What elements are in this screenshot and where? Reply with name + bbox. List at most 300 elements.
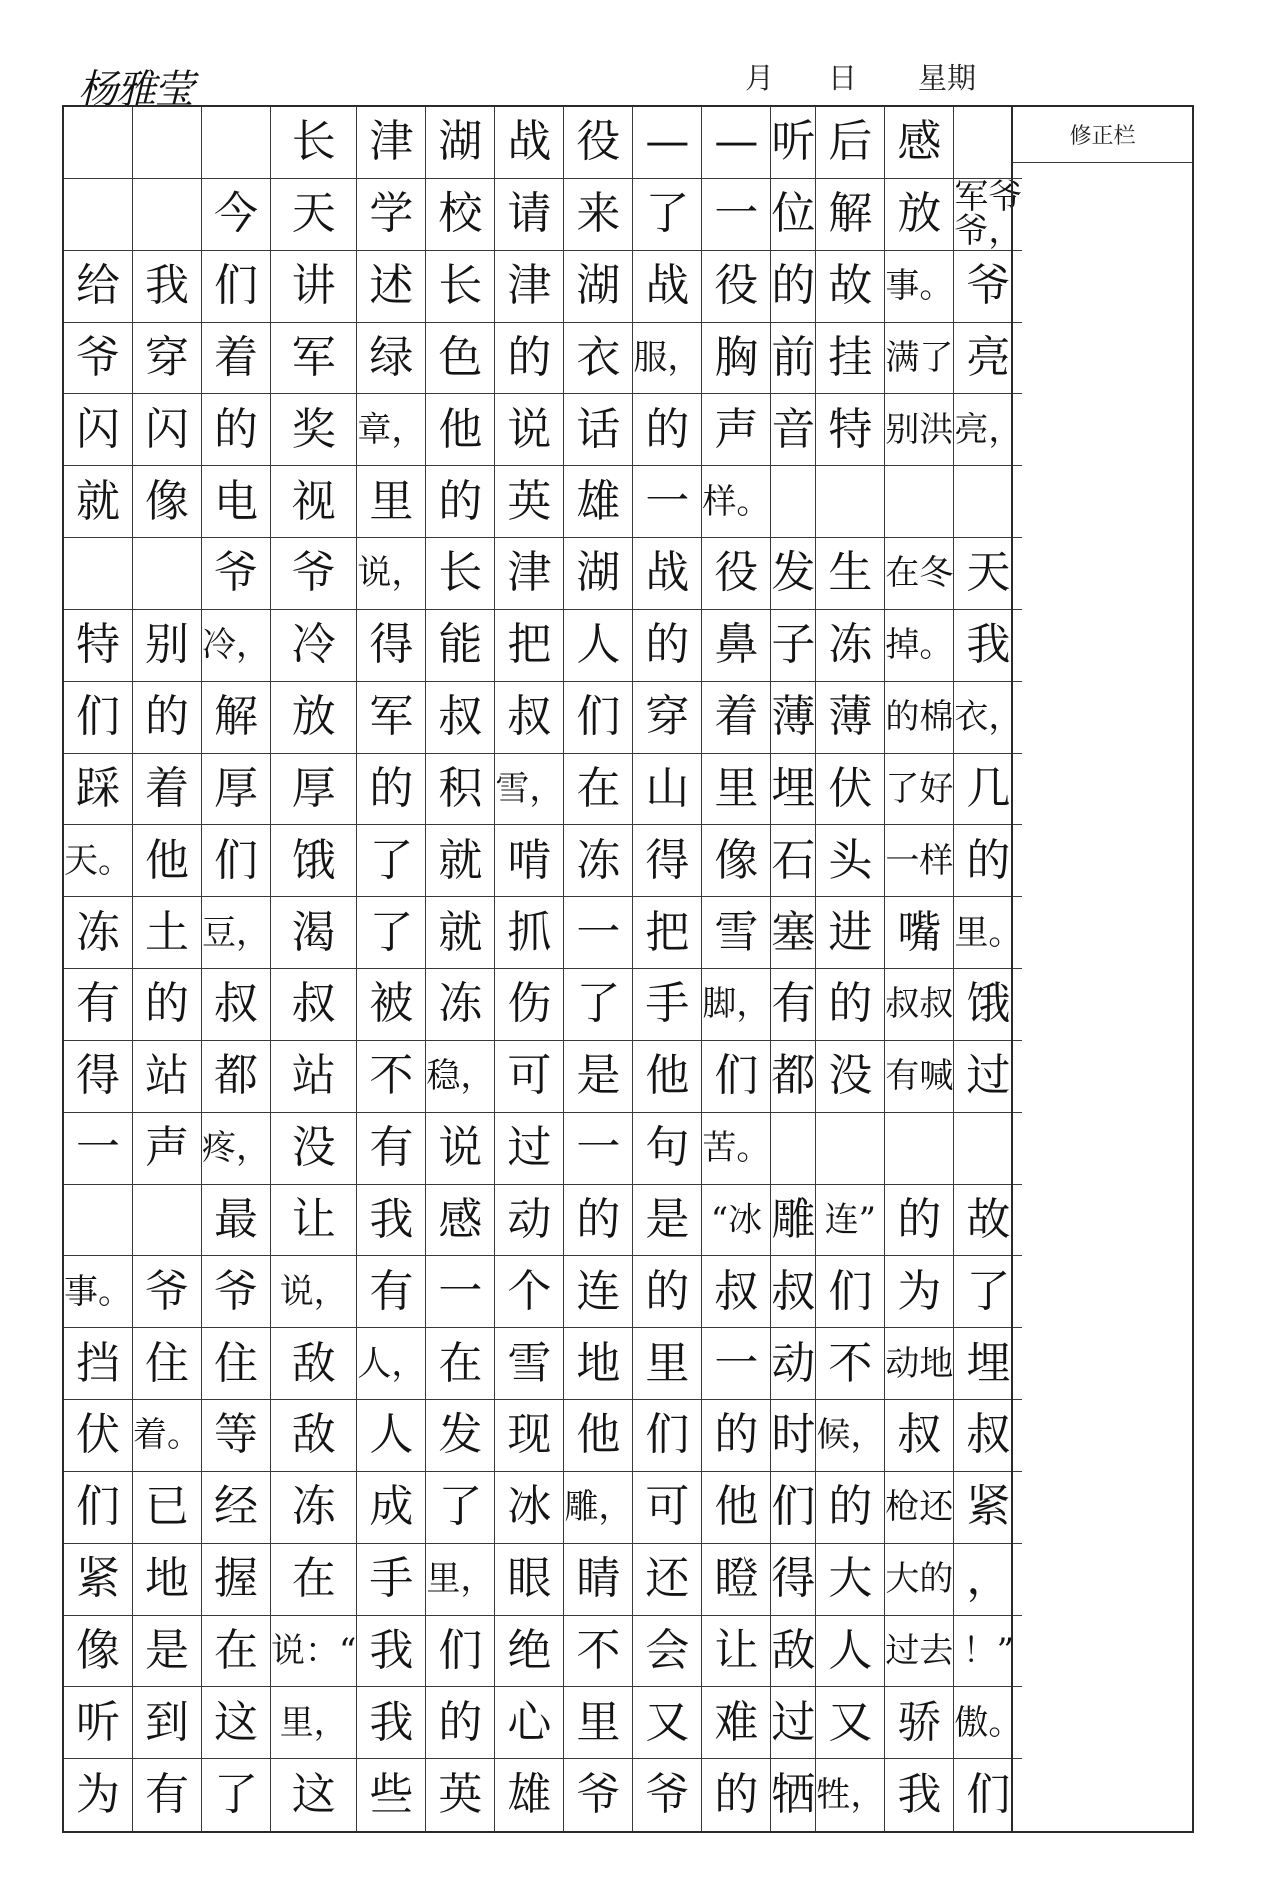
grid-cell: 站	[271, 1041, 357, 1113]
grid-cell: 叔	[771, 1256, 816, 1328]
grid-cell: 掉。	[885, 610, 954, 682]
grid-cell: 握	[202, 1544, 271, 1616]
grid-cell: 爷	[202, 538, 271, 610]
grid-cell: 们	[816, 1256, 885, 1328]
grid-cell: 说	[426, 1113, 495, 1185]
grid-cell: 的	[702, 1759, 771, 1831]
grid-cell: 土	[133, 897, 202, 969]
grid-cell: 过去	[885, 1616, 954, 1688]
grid-cell: 冻	[64, 897, 133, 969]
grid-cell: 穿	[633, 682, 702, 754]
grid-cell: 过	[954, 1041, 1022, 1113]
grid-cell: 在	[271, 1544, 357, 1616]
grid-cell: 放	[885, 179, 954, 251]
grid-cell: 牲，	[816, 1759, 885, 1831]
grid-cell: 的	[426, 466, 495, 538]
grid-cell: 脚，	[702, 969, 771, 1041]
grid-cell: 讲	[271, 251, 357, 323]
grid-cell: 里	[564, 1687, 633, 1759]
grid-cell: 可	[633, 1472, 702, 1544]
grid-cell: 到	[133, 1687, 202, 1759]
grid-cell: 为	[885, 1256, 954, 1328]
grid-cell: 军	[357, 682, 426, 754]
grid-cell: 没	[816, 1041, 885, 1113]
grid-cell: 里	[633, 1328, 702, 1400]
grid-cell: 叔	[954, 1400, 1022, 1472]
grid-cell: 了	[357, 897, 426, 969]
grid-cell: 长	[426, 538, 495, 610]
grid-cell: 可	[495, 1041, 564, 1113]
weekday-label: 星期	[918, 61, 977, 95]
grid-cell: 踩	[64, 754, 133, 826]
grid-cell: 战	[633, 251, 702, 323]
grid-cell: 有喊	[885, 1041, 954, 1113]
grid-cell: 站	[133, 1041, 202, 1113]
grid-cell: 们	[702, 1041, 771, 1113]
grid-cell: 了	[954, 1256, 1022, 1328]
grid-cell: 叔	[702, 1256, 771, 1328]
grid-cell: 湖	[564, 538, 633, 610]
grid-cell	[771, 466, 816, 538]
grid-cell: 稳，	[426, 1041, 495, 1113]
grid-cell	[133, 179, 202, 251]
writing-grid	[62, 105, 1023, 1833]
grid-cell: 积	[426, 754, 495, 826]
grid-cell: 已	[133, 1472, 202, 1544]
grid-cell: 的	[954, 825, 1022, 897]
grid-cell: 的	[633, 1256, 702, 1328]
grid-cell: 着	[202, 323, 271, 395]
grid-cell: 手	[633, 969, 702, 1041]
grid-cell: 校	[426, 179, 495, 251]
grid-cell: 现	[495, 1400, 564, 1472]
grid-cell: 里	[357, 466, 426, 538]
grid-cell: 叔	[426, 682, 495, 754]
grid-cell: 被	[357, 969, 426, 1041]
grid-cell: 们	[966, 1769, 1011, 1821]
grid-cell: 个	[495, 1256, 564, 1328]
grid-cell: 大	[816, 1544, 885, 1616]
grid-cell: 冻	[271, 1472, 357, 1544]
grid-cell: 了	[357, 825, 426, 897]
grid-cell	[885, 1113, 954, 1185]
grid-cell: 冻	[564, 825, 633, 897]
grid-cell: —	[633, 107, 702, 179]
grid-cell: 解	[202, 682, 271, 754]
grid-cell: 动	[771, 1328, 816, 1400]
grid-cell: 疼，	[202, 1113, 271, 1185]
grid-cell: 长	[271, 107, 357, 179]
grid-cell: 绝	[495, 1616, 564, 1688]
grid-cell: 有	[771, 969, 816, 1041]
grid-cell: 故	[816, 251, 885, 323]
grid-cell: 话	[564, 394, 633, 466]
composition-paper	[62, 105, 1194, 1833]
grid-cell: 的	[202, 394, 271, 466]
grid-cell: 等	[202, 1400, 271, 1472]
grid-cell: 埋	[954, 1328, 1022, 1400]
grid-cell: 穿	[133, 323, 202, 395]
grid-cell: 有	[133, 1759, 202, 1831]
grid-cell: 眼	[495, 1544, 564, 1616]
grid-cell: 骄	[885, 1687, 954, 1759]
grid-cell: 爷	[64, 323, 133, 395]
grid-cell: 石	[771, 825, 816, 897]
grid-cell: 津	[357, 107, 426, 179]
grid-cell: 地	[133, 1544, 202, 1616]
grid-cell: 动地	[885, 1328, 954, 1400]
grid-cell: 他	[426, 394, 495, 466]
grid-cell: 爷	[271, 538, 357, 610]
grid-cell: 把	[495, 610, 564, 682]
grid-cell: 感	[885, 107, 954, 179]
grid-cell: 伏	[64, 1400, 133, 1472]
grid-cell: 敌	[271, 1400, 357, 1472]
grid-cell: 说：“	[271, 1616, 357, 1688]
grid-cell: 给	[64, 251, 133, 323]
grid-cell: 有	[357, 1256, 426, 1328]
grid-cell: 就	[426, 897, 495, 969]
grid-cell: 让	[271, 1185, 357, 1257]
grid-cell: 苦。	[702, 1113, 771, 1185]
grid-cell: 冻	[426, 969, 495, 1041]
grid-cell: 爷	[633, 1759, 702, 1831]
grid-cell: 别洪	[885, 394, 954, 466]
grid-cell: 们	[771, 1472, 816, 1544]
grid-cell: 们	[633, 1400, 702, 1472]
grid-cell: 满了	[885, 323, 954, 395]
grid-cell: 为	[64, 1759, 133, 1831]
grid-cell: 在	[202, 1616, 271, 1688]
grid-cell	[64, 1185, 133, 1257]
grid-cell	[816, 466, 885, 538]
grid-cell: 叔	[202, 969, 271, 1041]
grid-cell: 闪	[133, 394, 202, 466]
grid-cell: 最	[202, 1185, 271, 1257]
grid-cell: 的	[133, 682, 202, 754]
grid-cell: 让	[702, 1616, 771, 1688]
grid-cell: 胸	[702, 323, 771, 395]
grid-cell: 牺	[771, 1759, 816, 1831]
grid-cell: 敌	[271, 1328, 357, 1400]
grid-cell: 连	[564, 1256, 633, 1328]
grid-cell: 电	[202, 466, 271, 538]
grid-cell: 长	[426, 251, 495, 323]
grid-cell: 们	[426, 1616, 495, 1688]
grid-cell: 衣，	[954, 682, 1022, 754]
grid-cell: 人	[816, 1616, 885, 1688]
grid-cell: 得	[633, 825, 702, 897]
grid-cell: 听	[64, 1687, 133, 1759]
grid-cell: 鼻	[702, 610, 771, 682]
grid-cell: 爷	[954, 251, 1022, 323]
grid-cell: 豆，	[202, 897, 271, 969]
grid-cell: 抓	[495, 897, 564, 969]
grid-cell: 啃	[495, 825, 564, 897]
grid-cell: 雕	[771, 1185, 816, 1257]
grid-cell: 过	[495, 1113, 564, 1185]
grid-cell: 亮	[954, 323, 1022, 395]
grid-cell: 军	[271, 323, 357, 395]
grid-cell: 位	[771, 179, 816, 251]
grid-cell: 爷	[133, 1256, 202, 1328]
grid-cell: 地	[564, 1328, 633, 1400]
grid-cell	[885, 466, 954, 538]
grid-cell: 色	[426, 323, 495, 395]
grid-cell: 样。	[702, 466, 771, 538]
grid-cell: 发	[771, 538, 816, 610]
grid-cell: 今	[202, 179, 271, 251]
grid-cell: 一	[64, 1113, 133, 1185]
grid-cell: 就	[426, 825, 495, 897]
grid-cell: 视	[271, 466, 357, 538]
grid-cell: 湖	[564, 251, 633, 323]
grid-cell: 来	[564, 179, 633, 251]
grid-cell: 事。	[885, 251, 954, 323]
grid-cell: 冻	[816, 610, 885, 682]
grid-cell: 里，	[271, 1687, 357, 1759]
grid-cell: 他	[633, 1041, 702, 1113]
grid-cell: 瞪	[702, 1544, 771, 1616]
grid-cell: 得	[771, 1544, 816, 1616]
grid-cell: 不	[357, 1041, 426, 1113]
grid-cell: ，	[954, 1544, 1022, 1616]
grid-cell	[64, 179, 133, 251]
grid-cell: 挡	[64, 1328, 133, 1400]
grid-cell: 音	[771, 394, 816, 466]
grid-cell: 战	[495, 107, 564, 179]
grid-cell: 我	[357, 1185, 426, 1257]
grid-cell: 头	[816, 825, 885, 897]
grid-cell: 说，	[357, 538, 426, 610]
grid-cell: 候，	[816, 1400, 885, 1472]
grid-cell: 爷	[202, 1256, 271, 1328]
grid-cell: 句	[633, 1113, 702, 1185]
grid-cell: 雕，	[564, 1472, 633, 1544]
grid-cell: 是	[633, 1185, 702, 1257]
grid-cell: 特	[64, 610, 133, 682]
grid-cell: 像	[702, 825, 771, 897]
grid-cell: 声	[702, 394, 771, 466]
grid-cell: 紧	[64, 1544, 133, 1616]
grid-cell: 在	[426, 1328, 495, 1400]
grid-cell: “冰	[702, 1185, 771, 1257]
grid-cell: 雪，	[495, 754, 564, 826]
grid-cell: 人	[357, 1400, 426, 1472]
grid-cell: 会	[633, 1616, 702, 1688]
grid-cell: 我	[357, 1687, 426, 1759]
grid-cell: 了	[426, 1472, 495, 1544]
grid-cell: 述	[357, 251, 426, 323]
grid-cell: 的	[633, 610, 702, 682]
grid-cell: 的	[771, 251, 816, 323]
grid-cell: 是	[564, 1041, 633, 1113]
grid-cell: 着。	[133, 1400, 202, 1472]
grid-cell: 枪还	[885, 1472, 954, 1544]
grid-cell: 津	[495, 538, 564, 610]
grid-cell: 奖	[271, 394, 357, 466]
grid-cell: 前	[771, 323, 816, 395]
grid-cell: 说	[495, 394, 564, 466]
student-name: 杨雅莹	[78, 67, 192, 113]
grid-cell: 我	[133, 251, 202, 323]
grid-cell: 动	[495, 1185, 564, 1257]
grid-cell: 的	[426, 1687, 495, 1759]
grid-cell: 叔	[495, 682, 564, 754]
grid-cell: 一	[564, 897, 633, 969]
grid-cell: 的	[816, 969, 885, 1041]
grid-cell: 这	[271, 1759, 357, 1831]
grid-cell: 里	[702, 754, 771, 826]
grid-cell: 后	[816, 107, 885, 179]
grid-cell: 傲。	[954, 1687, 1022, 1759]
grid-cell: 的	[564, 1185, 633, 1257]
grid-cell: 的	[633, 394, 702, 466]
grid-cell: 了	[564, 969, 633, 1041]
grid-cell: 薄	[816, 682, 885, 754]
grid-cell: 得	[357, 610, 426, 682]
grid-cell: 说，	[271, 1256, 357, 1328]
grid-cell: 我	[885, 1759, 954, 1831]
grid-cell: 声	[133, 1113, 202, 1185]
grid-cell: 子	[771, 610, 816, 682]
grid-cell	[64, 107, 133, 179]
grid-cell: 有	[357, 1113, 426, 1185]
grid-cell: 饿	[954, 969, 1022, 1041]
grid-cell: 着	[133, 754, 202, 826]
grid-cell: 的	[495, 323, 564, 395]
grid-cell: 几	[954, 754, 1022, 826]
grid-cell: 心	[495, 1687, 564, 1759]
grid-cell	[133, 538, 202, 610]
grid-cell: 一样	[885, 825, 954, 897]
grid-cell: 冷	[271, 610, 357, 682]
grid-cell: 们	[64, 682, 133, 754]
grid-cell: 亮，	[954, 394, 1022, 466]
grid-cell: 我	[954, 610, 1022, 682]
grid-cell	[64, 538, 133, 610]
grid-cell: 天。	[64, 825, 133, 897]
grid-cell: 学	[357, 179, 426, 251]
grid-cell: 特	[816, 394, 885, 466]
grid-cell: 一	[564, 1113, 633, 1185]
grid-cell: 嘴	[885, 897, 954, 969]
grid-cell: 冷，	[202, 610, 271, 682]
grid-cell: 饿	[271, 825, 357, 897]
grid-cell: 请	[495, 179, 564, 251]
grid-cell: 有	[64, 969, 133, 1041]
grid-cell: 的	[133, 969, 202, 1041]
grid-cell: 不	[564, 1616, 633, 1688]
grid-cell: 大的	[885, 1544, 954, 1616]
grid-cell: 他	[133, 825, 202, 897]
grid-cell: 我	[357, 1616, 426, 1688]
grid-cell: 冰	[495, 1472, 564, 1544]
grid-cell: 睛	[564, 1544, 633, 1616]
grid-cell: 衣	[564, 323, 633, 395]
grid-cell: 薄	[771, 682, 816, 754]
grid-cell: 山	[633, 754, 702, 826]
grid-cell: 闪	[64, 394, 133, 466]
grid-cell: 了	[202, 1759, 271, 1831]
grid-cell: 英	[495, 466, 564, 538]
grid-cell: 厚	[202, 754, 271, 826]
grid-cell: 放	[271, 682, 357, 754]
grid-cell: 事。	[64, 1256, 133, 1328]
grid-cell: 伏	[816, 754, 885, 826]
grid-cell: 绿	[357, 323, 426, 395]
grid-cell: 们	[202, 825, 271, 897]
grid-cell: 时	[771, 1400, 816, 1472]
grid-cell: —	[702, 107, 771, 179]
grid-cell: 叔	[271, 969, 357, 1041]
grid-cell: 雪	[702, 897, 771, 969]
grid-cell: 英	[426, 1759, 495, 1831]
grid-cell: 住	[133, 1328, 202, 1400]
grid-cell: 就	[64, 466, 133, 538]
grid-cell: 进	[816, 897, 885, 969]
grid-cell: 叔	[885, 1400, 954, 1472]
grid-cell: 渴	[271, 897, 357, 969]
grid-cell: 一	[702, 179, 771, 251]
grid-cell: 难	[702, 1687, 771, 1759]
grid-cell: 不	[816, 1328, 885, 1400]
grid-cell: 塞	[771, 897, 816, 969]
correction-column-label: 修正栏	[1013, 107, 1192, 163]
grid-cell: 这	[202, 1687, 271, 1759]
grid-cell: ！”	[954, 1616, 1022, 1688]
grid-cell: 感	[426, 1185, 495, 1257]
grid-cell: 伤	[495, 969, 564, 1041]
grid-cell: 天	[271, 179, 357, 251]
grid-cell: 天	[954, 538, 1022, 610]
grid-cell: 了	[633, 179, 702, 251]
grid-cell: 着	[702, 682, 771, 754]
grid-cell: 津	[495, 251, 564, 323]
grid-cell: 雪	[495, 1328, 564, 1400]
grid-cell: 爷	[564, 1759, 633, 1831]
month-label: 月	[745, 61, 775, 95]
grid-cell	[771, 1113, 816, 1185]
grid-cell: 们	[202, 251, 271, 323]
grid-cell: 雄	[495, 1759, 564, 1831]
grid-cell: 军爷爷，	[954, 177, 1023, 252]
grid-cell: 住	[202, 1328, 271, 1400]
grid-cell: 把	[633, 897, 702, 969]
grid-cell: 章，	[357, 394, 426, 466]
grid-cell: 手	[357, 1544, 426, 1616]
grid-cell: 役	[702, 251, 771, 323]
grid-cell: 连”	[816, 1185, 885, 1257]
grid-cell: 挂	[816, 323, 885, 395]
grid-cell: 故	[954, 1185, 1022, 1257]
grid-cell: 人	[564, 610, 633, 682]
day-label: 日	[828, 61, 858, 95]
grid-cell: 他	[702, 1472, 771, 1544]
grid-cell: 像	[133, 466, 202, 538]
grid-cell: 了好	[885, 754, 954, 826]
grid-cell: 役	[702, 538, 771, 610]
grid-cell: 一	[426, 1256, 495, 1328]
grid-cell: 服，	[633, 323, 702, 395]
grid-cell: 是	[133, 1616, 202, 1688]
grid-cell: 能	[426, 610, 495, 682]
grid-cell: 发	[426, 1400, 495, 1472]
grid-cell: 解	[816, 179, 885, 251]
grid-cell: 叔叔	[885, 969, 954, 1041]
grid-cell	[133, 1185, 202, 1257]
grid-cell: 的	[702, 1400, 771, 1472]
